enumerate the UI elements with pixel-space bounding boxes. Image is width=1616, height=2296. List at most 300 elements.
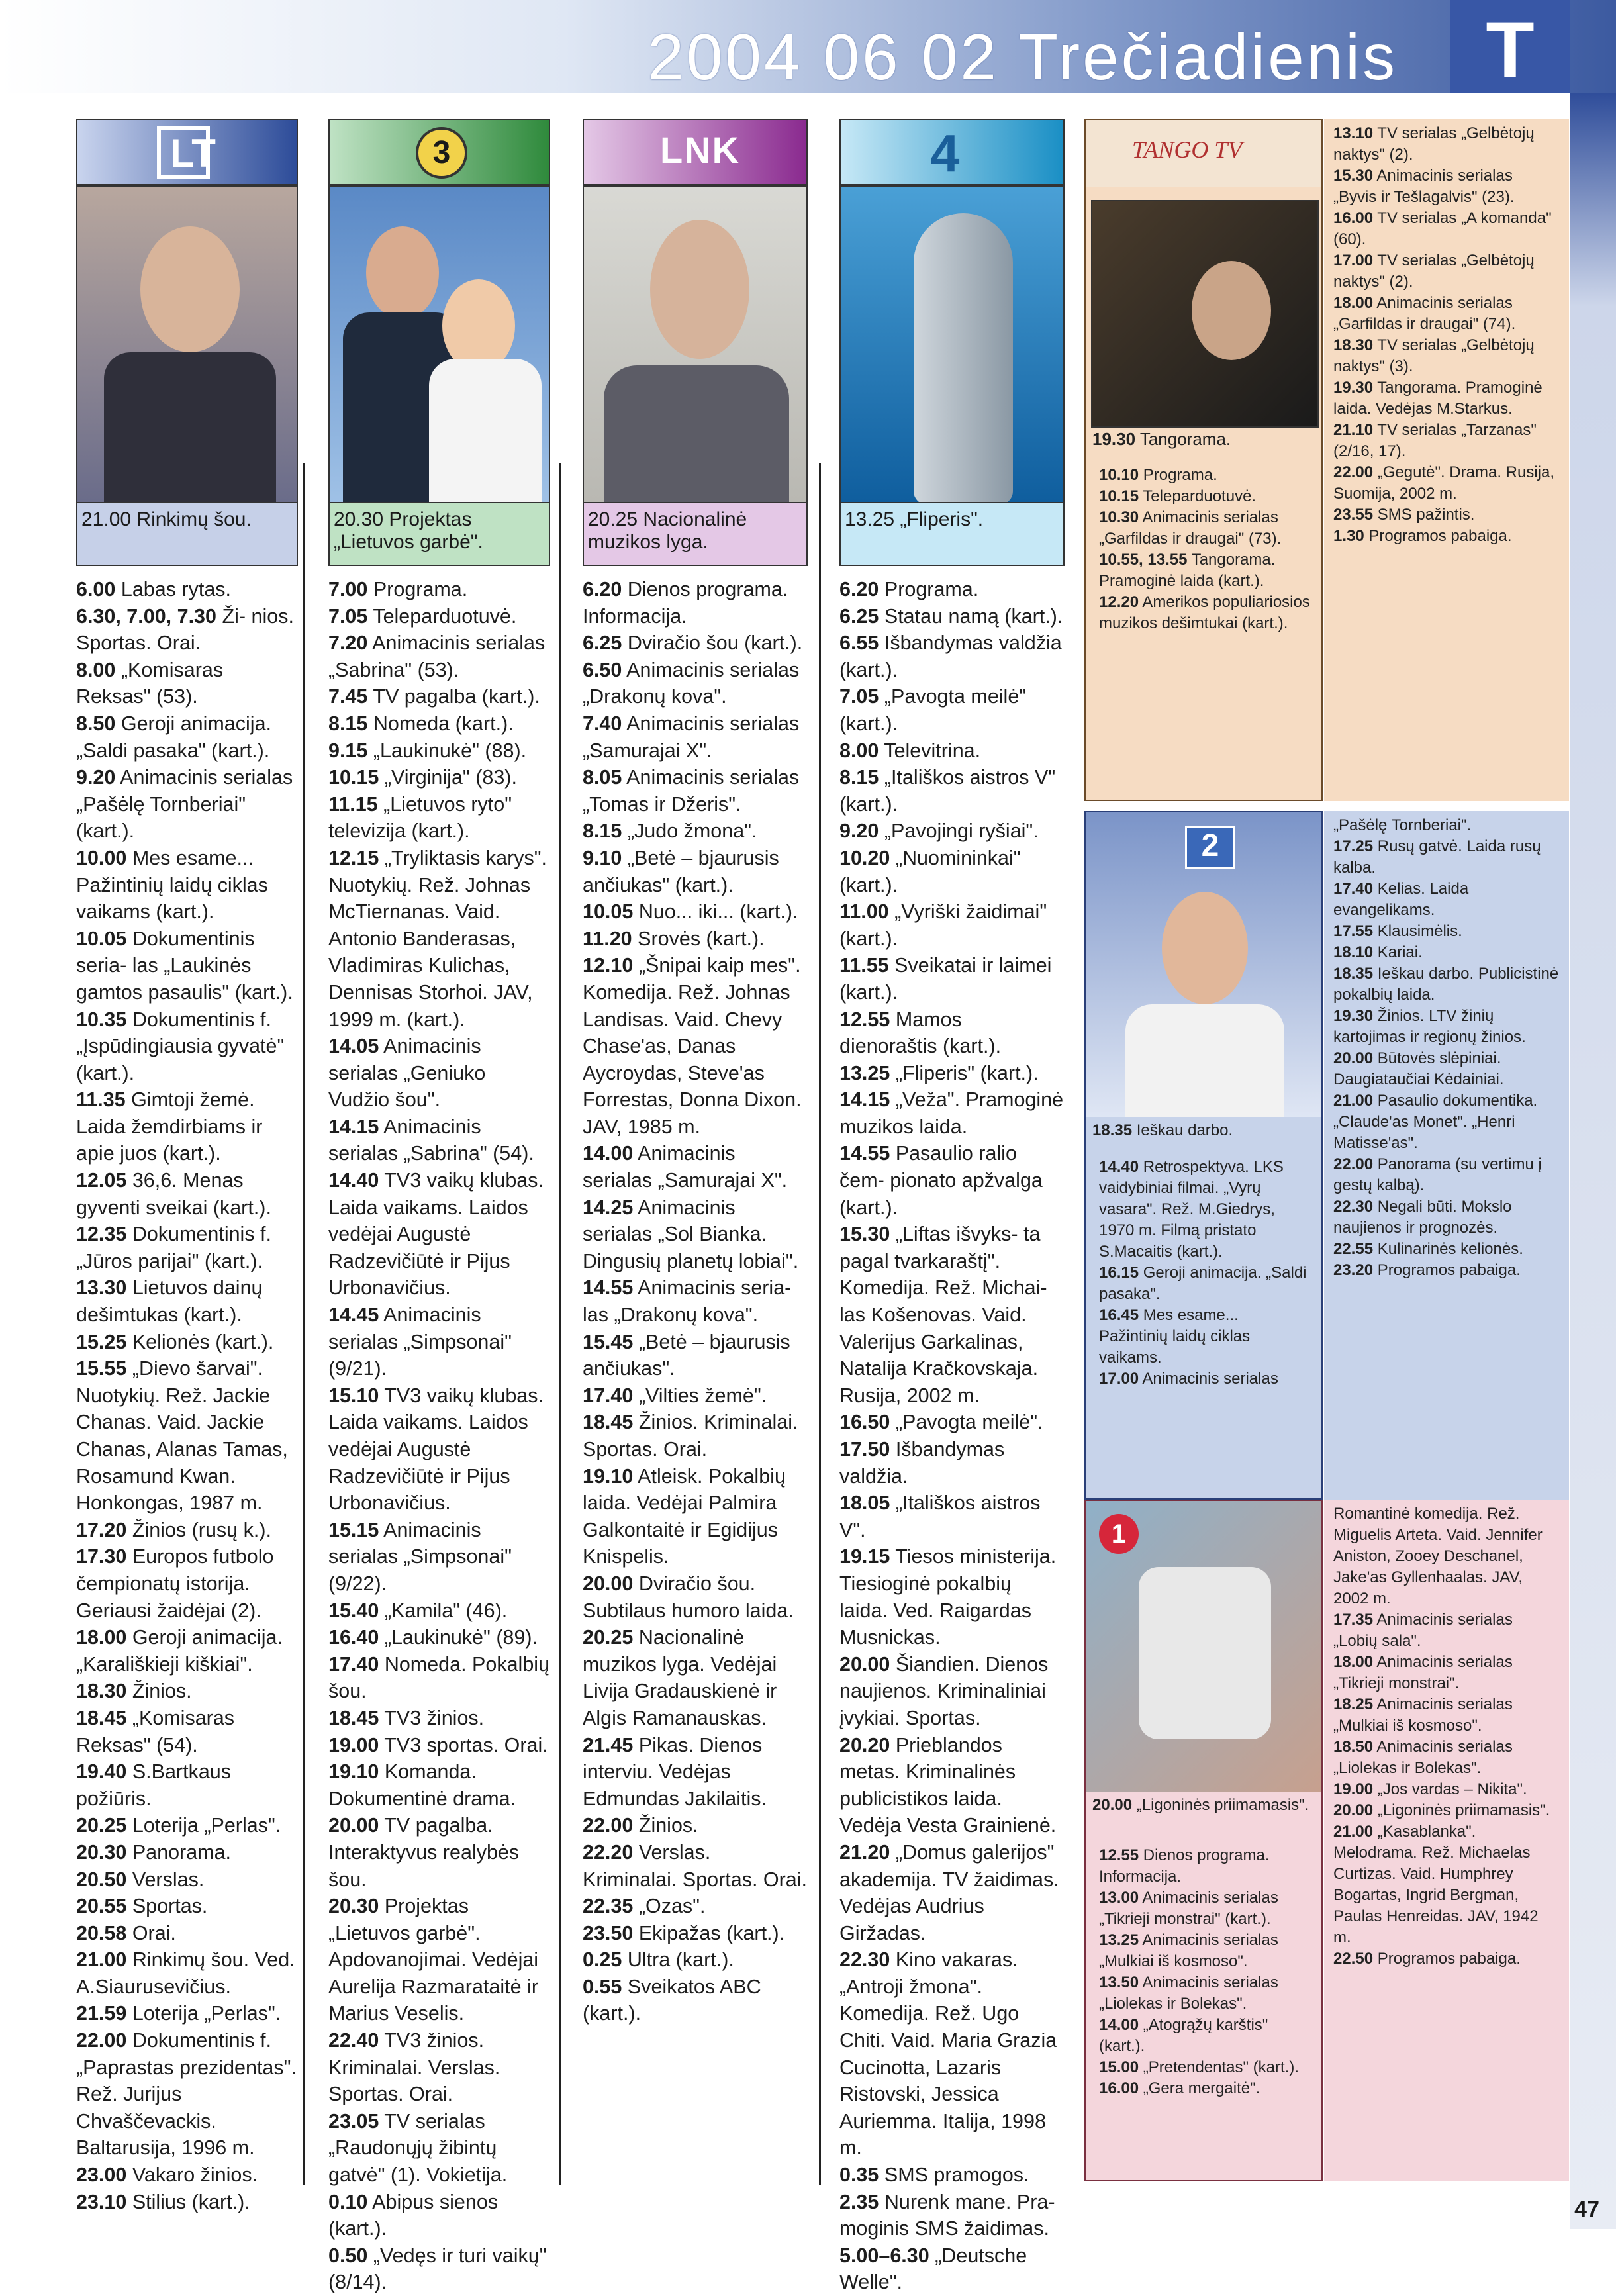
program-time: 22.20 [583, 1841, 634, 1864]
program-time: 0.35 [839, 2164, 879, 2187]
program-entry [76, 1006, 298, 1087]
program-time: 8.15 [839, 766, 879, 789]
program-time: 12.10 [583, 954, 634, 977]
program-title: Retrospektyva. LKS vaidybiniai filmai. „Vyrų vasara". Rež. M.Giedrys, 1970 m. Filmą pristato S.Macaitis (kart.). [1099, 1158, 1284, 1261]
program-title: Tangorama. Pramoginė laida. Vedėjas M.Starkus. [1333, 379, 1543, 418]
program-title: Animacinis serialas „Tikrieji monstrai" (kart.). [1099, 1889, 1278, 1928]
column-divider [303, 463, 305, 2185]
program-time: 20.00 [1333, 1049, 1374, 1067]
tango-panel [1084, 119, 1323, 801]
program-time: 10.05 [76, 927, 127, 950]
program-entry [76, 1705, 298, 1758]
program-entry [328, 710, 550, 738]
program-title: Žinios. [638, 1814, 698, 1837]
program-time: 16.50 [839, 1411, 890, 1434]
tango-photo [1091, 200, 1319, 428]
program-entry [1333, 836, 1560, 879]
program-time: 11.00 [839, 900, 889, 924]
program-title: Animacinis serialas „Geniuko Vudžio šou". [328, 1035, 486, 1112]
program-title: Abipus sienos (kart.). [328, 2190, 499, 2240]
program-time: 15.40 [328, 1599, 379, 1622]
program-title: Kelias. Laida evangelikams. [1333, 880, 1469, 919]
program-entry [76, 926, 298, 1006]
program-entry [1333, 1694, 1560, 1737]
program-title: Dokumentinis seria- las „Laukinės gamtos pasaulis" (kart.). [76, 927, 293, 1004]
program-entry [1333, 1652, 1560, 1694]
program-entry [76, 1543, 298, 1624]
program-time: 22.00 [1333, 463, 1374, 481]
program-entry [328, 791, 550, 845]
program-title: Programa. [373, 578, 468, 600]
program-time: 23.00 [76, 2164, 127, 2187]
program-time: 19.40 [76, 1760, 127, 1784]
program-entry [839, 1839, 1065, 1946]
program-time: 21.00 [76, 1948, 127, 1972]
program-title: Labas rytas. [120, 578, 232, 600]
program-title: „Kamila" (46). [384, 1599, 508, 1622]
program-title: Animacinis seria- las „Drakonų kova". [583, 1276, 792, 1327]
program-entry [839, 1409, 1065, 1436]
program-title: Mamos dienoraštis (kart.). [839, 1008, 1002, 1058]
program-title: Klausimėlis. [1377, 922, 1462, 940]
program-time: 13.50 [1099, 1974, 1139, 1991]
program-entry [1333, 462, 1560, 504]
program-time: 20.25 [583, 1626, 634, 1649]
program-title: Žinios (rusų k.). [132, 1518, 271, 1541]
highlight-title: „Fliperis". [900, 508, 984, 530]
program-time: 18.00 [76, 1626, 127, 1649]
program-time: 15.55 [76, 1357, 127, 1380]
program-title: Amerikos populiariosios muzikos dešimtukai (kart.). [1099, 593, 1310, 632]
program-time: 7.05 [328, 604, 368, 628]
program-entry [1099, 2078, 1311, 2099]
program-entry [1333, 1048, 1560, 1090]
program-title: TV serialas „Raudonųjų žibintų gatvė" (1). Vokietija. [328, 2109, 508, 2187]
program-entry [76, 1893, 298, 1920]
program-time: 17.35 [1333, 1611, 1374, 1629]
program-entry [583, 1920, 808, 1947]
program-entry [583, 845, 808, 898]
program-title: Statau namą (kart.). [884, 604, 1063, 628]
program-time: 20.50 [76, 1868, 127, 1891]
program-time: 22.30 [1333, 1198, 1374, 1216]
program-entry [1333, 123, 1560, 166]
program-entry [1333, 335, 1560, 377]
program-entry [1333, 1154, 1560, 1196]
program-entry [1333, 879, 1560, 921]
program-title: Teleparduotuvė. [1143, 487, 1257, 505]
program-entry [76, 1812, 298, 1839]
program-title: Mes esame... Pažintinių laidų ciklas vaikams (kart.). [76, 846, 268, 924]
program-time: 14.15 [839, 1088, 890, 1112]
program-entry [1333, 963, 1560, 1006]
program-entry [328, 603, 550, 630]
program-title: „Gegutė". Drama. Rusija, Suomija, 2002 m. [1333, 463, 1555, 502]
program-time: 6.30, 7.00, 7.30 [76, 604, 216, 628]
program-time: 7.20 [328, 632, 368, 655]
day-tab: T [1450, 0, 1570, 93]
program-entry [1333, 1239, 1560, 1260]
program-time: 7.45 [328, 685, 368, 708]
program-entry [328, 1893, 550, 2027]
program-title: Srovės (kart.). [638, 927, 765, 950]
program-entry [583, 1463, 808, 1570]
program-time: 20.25 [76, 1814, 127, 1837]
program-entry [583, 1839, 808, 1893]
program-entry [1099, 1157, 1311, 1263]
program-time: 20.58 [76, 1921, 127, 1944]
program-entry [1333, 1090, 1560, 1154]
program-title: „Betė – bjaurusis ančiukas" (kart.). [583, 846, 779, 896]
program-title: Žinios. [132, 1680, 192, 1703]
program-title: TV3 žinios. [384, 1706, 485, 1729]
program-title: „Virginija" (83). [384, 766, 517, 789]
program-title: „Laukinukė" (88). [373, 739, 527, 762]
program-title: „Pavojingi ryšiai". [884, 820, 1039, 843]
program-entry [76, 1167, 298, 1221]
program-time: 17.20 [76, 1518, 127, 1541]
program-entry [76, 1624, 298, 1678]
program-time: 13.10 [1333, 124, 1374, 142]
highlight-title: Rinkimų šou. [136, 508, 252, 530]
program-title: Orai. [132, 1921, 176, 1944]
program-title: Verslas. Kriminalai. Sportas. Orai. [583, 1841, 807, 1891]
program-entry [839, 764, 1065, 818]
program-entry [583, 926, 808, 953]
program-time: 21.10 [1333, 421, 1374, 439]
program-title: Loterija „Perlas". [132, 2002, 281, 2025]
tv4-logo-band [839, 119, 1065, 185]
tv4-schedule [839, 576, 1065, 2296]
program-title: Būtovės slėpiniai. Daugiataučiai Kėdainiai. [1333, 1049, 1504, 1088]
program-entry [328, 845, 550, 1033]
program-entry [839, 2162, 1065, 2189]
program-time: 22.40 [328, 2029, 379, 2052]
program-entry [583, 764, 808, 818]
program-entry [76, 1866, 298, 1893]
program-title: Programos pabaiga. [1377, 1261, 1521, 1279]
program-time: 10.10 [1099, 466, 1139, 484]
program-title: „Veža". Pramoginė muzikos laida. [839, 1088, 1064, 1138]
program-time: 13.25 [1099, 1931, 1139, 1949]
program-title: TV serialas „Gelbėtojų naktys" (2). [1333, 252, 1535, 291]
program-time: 0.50 [328, 2244, 368, 2267]
program-title: Animacinis serialas „Tikrieji monstrai". [1333, 1653, 1513, 1692]
program-time: 15.45 [583, 1330, 634, 1353]
program-entry [1099, 1263, 1311, 1305]
program-entry [76, 1678, 298, 1705]
program-time: 12.55 [1099, 1846, 1139, 1864]
program-time: 11.15 [328, 792, 378, 816]
program-time: 0.10 [328, 2190, 368, 2213]
program-time: 11.55 [839, 954, 889, 977]
program-entry [1099, 1930, 1311, 1972]
program-title: „Ozas". [638, 1895, 706, 1918]
program-time: 8.15 [583, 820, 622, 843]
program-time: 7.40 [583, 712, 622, 735]
program-time: 12.15 [328, 846, 379, 869]
program-time: 14.00 [583, 1142, 634, 1165]
program-entry [583, 1140, 808, 1194]
program-entry [1333, 1948, 1560, 1970]
program-time: 18.50 [1333, 1738, 1374, 1756]
program-title: „Pavogta meilė" (kart.). [839, 685, 1027, 735]
program-time: 6.20 [583, 578, 622, 600]
program-entry [328, 738, 550, 765]
lrt-photo [76, 185, 298, 503]
program-title: „Pavogta meilė". [895, 1411, 1043, 1434]
program-time: 15.10 [328, 1384, 379, 1407]
program-title: Ieškau darbo. Publicistinė pokalbių laida. [1333, 965, 1559, 1004]
program-time: 10.00 [76, 846, 127, 869]
ltv2-logo: 2 [1185, 826, 1235, 869]
lnk-logo-band [583, 119, 808, 185]
program-title: Geroji animacija. „Saldi pasaka" (kart.). [76, 712, 272, 762]
program-time: 13.30 [76, 1276, 127, 1300]
program-title: Projektas „Lietuvos garbė". Apdovanojimai. Vedėjai Aurelija Razmarataitė ir Marius Veselis. [328, 1895, 539, 2025]
program-title: Pasaulio ralio čem- pionato apžvalga (kart.). [839, 1142, 1043, 1219]
program-title: Animacinis serialas „Sabrina" (53). [328, 632, 546, 681]
program-entry [328, 1517, 550, 1598]
program-title: Nurenk mane. Pra- moginis SMS žaidimas. [839, 2190, 1055, 2240]
program-time: 0.25 [583, 1948, 622, 1972]
program-title: Negali būti. Mokslo naujienos ir prognozės. [1333, 1198, 1512, 1237]
program-title: 36,6. Menas gyventi sveikai (kart.). [76, 1169, 271, 1219]
program-title: Ži- nios. Sportas. Orai. [76, 604, 294, 655]
program-title: Animacinis serialas „Drakonų kova". [583, 658, 800, 708]
program-title: Programos pabaiga. [1377, 1950, 1521, 1968]
program-entry [1333, 1800, 1560, 1821]
highlight-title: Nacionalinė muzikos lyga. [588, 508, 747, 553]
program-title: TV3 sportas. Orai. [384, 1733, 548, 1756]
program-time: 9.15 [328, 739, 368, 762]
program-entry [328, 1167, 550, 1302]
program-entry [76, 764, 298, 845]
program-time: 13.00 [1099, 1889, 1139, 1907]
program-entry [328, 683, 550, 710]
program-time: 10.05 [583, 900, 634, 924]
program-entry [839, 2189, 1065, 2242]
program-title: „Itališkos aistros V". [839, 1492, 1041, 1541]
program-time: 7.00 [328, 578, 368, 600]
program-entry [839, 1436, 1065, 1490]
program-title: Šiandien. Dienos naujienos. Kriminaliniai įvykiai. Sportas. [839, 1652, 1049, 1729]
program-title: „Jos vardas – Nikita". [1377, 1780, 1527, 1798]
program-time: 16.40 [328, 1626, 379, 1649]
program-entry [839, 2242, 1065, 2296]
program-time: 8.05 [583, 766, 622, 789]
btv-schedule-continued [1324, 1500, 1569, 2181]
program-entry [583, 710, 808, 764]
program-time: 10.15 [328, 766, 379, 789]
program-title: Sportas. [132, 1895, 208, 1918]
program-time: 10.55, 13.55 [1099, 551, 1188, 569]
program-time: 14.55 [839, 1142, 890, 1165]
program-title: Animacinis serialas „Samurajai X". [583, 1142, 788, 1192]
program-time: 15.30 [839, 1223, 890, 1246]
program-title: TV3 žinios. Kriminalai. Verslas. Sportas. Orai. [328, 2029, 500, 2106]
program-time: 10.35 [76, 1008, 127, 1031]
program-title: „Komisaras Reksas" (53). [76, 658, 224, 708]
program-entry [76, 1355, 298, 1517]
program-title: Animacinis serialas „Lobių sala". [1333, 1611, 1513, 1650]
program-title: „Ligoninės priimamasis". [1377, 1801, 1550, 1819]
program-entry [328, 2027, 550, 2108]
program-title: TV serialas „Gelbėtojų naktys" (3). [1333, 336, 1535, 375]
program-time: 17.25 [1333, 837, 1374, 855]
program-time: 16.15 [1099, 1264, 1139, 1282]
program-time: 2.35 [839, 2190, 879, 2213]
program-entry [583, 1974, 808, 2027]
highlight-title: Tangorama. [1139, 429, 1231, 449]
program-title: Dokumentinis f. „Įspūdingiausia gyvatė" (kart.). [76, 1008, 285, 1084]
program-entry [1333, 504, 1560, 526]
lrt-logo: LT [170, 131, 216, 175]
program-time: 17.30 [76, 1545, 127, 1568]
program-title: SMS pramogos. [884, 2164, 1029, 2187]
tv4-highlight [839, 503, 1065, 566]
program-entry [583, 576, 808, 630]
column-divider [819, 463, 821, 2185]
program-entry [76, 1946, 298, 2000]
program-title: Rinkimų šou. Ved. A.Siaurusevičius. [76, 1948, 295, 1998]
program-time: 13.25 [839, 1061, 890, 1084]
program-entry [583, 1194, 808, 1275]
program-entry [1333, 942, 1560, 963]
program-entry [1099, 486, 1311, 507]
program-time: 23.50 [583, 1921, 634, 1944]
program-entry [1099, 1368, 1311, 1390]
program-entry [328, 1033, 550, 1114]
program-title: Panorama. [132, 1841, 232, 1864]
program-entry [1099, 1888, 1311, 1930]
tango-schedule-continued [1324, 119, 1569, 801]
program-time: 20.00 [839, 1652, 890, 1676]
lnk-schedule [583, 576, 808, 2027]
program-entry [328, 1624, 550, 1651]
program-title: „Vyriški žaidimai" (kart.). [839, 900, 1047, 950]
program-entry [1333, 1609, 1560, 1652]
program-title: TV3 vaikų klubas. Laida vaikams. Laidos vedėjai Augustė Radzevičiūtė ir Pijus Urbonavičius. [328, 1384, 544, 1515]
program-time: 20.55 [76, 1895, 127, 1918]
program-entry [1333, 1779, 1560, 1800]
program-entry [839, 738, 1065, 765]
program-title: „Pašėlę Tornberiai". [1333, 816, 1472, 834]
program-title: Teleparduotuvė. [373, 604, 517, 628]
program-time: 0.55 [583, 1975, 622, 1998]
btv-schedule [1099, 1845, 1311, 2099]
program-entry [328, 1302, 550, 1382]
program-title: Kulinarinės kelionės. [1377, 1240, 1523, 1258]
program-entry [76, 2027, 298, 2162]
program-title: SMS pažintis. [1377, 506, 1475, 524]
program-entry [76, 1329, 298, 1356]
page-number: 47 [1574, 2197, 1599, 2222]
program-title: Žinios. Kriminalai. Sportas. Orai. [583, 1411, 798, 1460]
program-title: „Nuomininkai" (kart.). [839, 846, 1021, 896]
program-title: Prieblandos metas. Kriminalinės publicistikos laida. Vedėja Vesta Grainienė. [839, 1733, 1057, 1837]
program-entry [328, 1758, 550, 1812]
program-title: „Vilties žemė". [638, 1384, 767, 1407]
program-time: 19.15 [839, 1545, 890, 1568]
highlight-time: 20.00 [1092, 1796, 1133, 1814]
ltv2-schedule-continued [1324, 811, 1569, 1500]
program-entry [1333, 1006, 1560, 1048]
program-title: Animacinis serialas „Samurajai X". [583, 712, 800, 762]
program-entry [76, 1517, 298, 1544]
program-entry [1333, 208, 1560, 250]
program-entry [1099, 2057, 1311, 2078]
highlight-title: Projektas „Lietuvos garbė". [334, 508, 483, 553]
program-entry [1333, 250, 1560, 293]
program-title: Atleisk. Pokalbių laida. Vedėjai Palmira Galkontaitė ir Egidijus Knispelis. [583, 1464, 786, 1568]
program-title: Sveikatos ABC (kart.). [583, 1975, 761, 2025]
program-time: 17.40 [328, 1652, 379, 1676]
program-time: 18.30 [1333, 336, 1374, 354]
program-time: 18.35 [1333, 965, 1374, 982]
program-title: Dokumentinis f. „Jūros parijai" (kart.). [76, 1223, 272, 1272]
program-title: Geroji animacija. „Saldi pasaka". [1099, 1264, 1307, 1303]
program-entry [839, 1006, 1065, 1060]
highlight-time: 21.00 [81, 508, 132, 530]
program-entry [839, 898, 1065, 952]
program-title: TV serialas „A komanda" (60). [1333, 209, 1552, 248]
program-title: Dokumentinis f. „Paprastas prezidentas". Rež. Jurijus Chvaščevackis. Baltarusija, 1996 m. [76, 2029, 297, 2160]
program-time: 19.00 [1333, 1780, 1374, 1798]
highlight-title: Ieškau darbo. [1136, 1122, 1233, 1139]
program-title: Europos futbolo čempionatų istorija. Geriausi žaidėjai (2). [76, 1545, 274, 1622]
program-title: Animacinis serialas „Pašėlę Tornberiai" (kart.). [76, 766, 293, 843]
program-title: Programa. [884, 578, 979, 600]
program-entry [328, 1598, 550, 1625]
program-time: 18.25 [1333, 1696, 1374, 1713]
program-time: 9.20 [839, 820, 879, 843]
program-time: 21.20 [839, 1841, 890, 1864]
program-entry [76, 2189, 298, 2216]
program-time: 6.50 [583, 658, 622, 681]
program-title: „Itališkos aistros V" (kart.). [839, 766, 1056, 816]
program-title: Dviračio šou. Subtilaus humoro laida. [583, 1572, 794, 1622]
program-title: Ekipažas (kart.). [638, 1921, 785, 1944]
program-title: Dienos programa. Informacija. [583, 578, 788, 628]
program-title: Vakaro žinios. [132, 2164, 258, 2187]
tango-logo: TANGO TV [1132, 136, 1243, 163]
program-title: Rusų gatvė. Laida rusų kalba. [1333, 837, 1541, 877]
program-entry [76, 710, 298, 764]
program-time: 14.40 [328, 1169, 379, 1192]
program-entry [583, 1624, 808, 1731]
program-title: TV serialas „Gelbėtojų naktys" (2). [1333, 124, 1535, 164]
program-time: 15.30 [1333, 167, 1374, 185]
program-entry [76, 2162, 298, 2189]
program-time: 8.50 [76, 712, 116, 735]
program-time: 18.10 [1333, 943, 1374, 961]
program-entry [839, 683, 1065, 737]
program-title: TV3 vaikų klubas. Laida vaikams. Laidos vedėjai Augustė Radzevičiūtė ir Pijus Urbonavičius. [328, 1169, 544, 1300]
program-title: TV serialas „Tarzanas" (2/16, 17). [1333, 421, 1537, 460]
btv-panel [1084, 1500, 1323, 2181]
program-title: „Kasablanka". Melodrama. Rež. Michaelas Curtizas. Vaid. Humphrey Bogartas, Ingrid Bergman, Paulas Henreidas. JAV, 1942 m. [1333, 1823, 1539, 1946]
tango-schedule [1099, 465, 1311, 634]
program-entry [328, 1705, 550, 1732]
program-entry [328, 630, 550, 683]
program-entry [1099, 507, 1311, 550]
page-header [0, 0, 1616, 93]
program-time: 11.35 [76, 1088, 126, 1112]
program-entry [76, 1086, 298, 1167]
btv-logo: 1 [1099, 1514, 1139, 1554]
program-entry [76, 2000, 298, 2027]
